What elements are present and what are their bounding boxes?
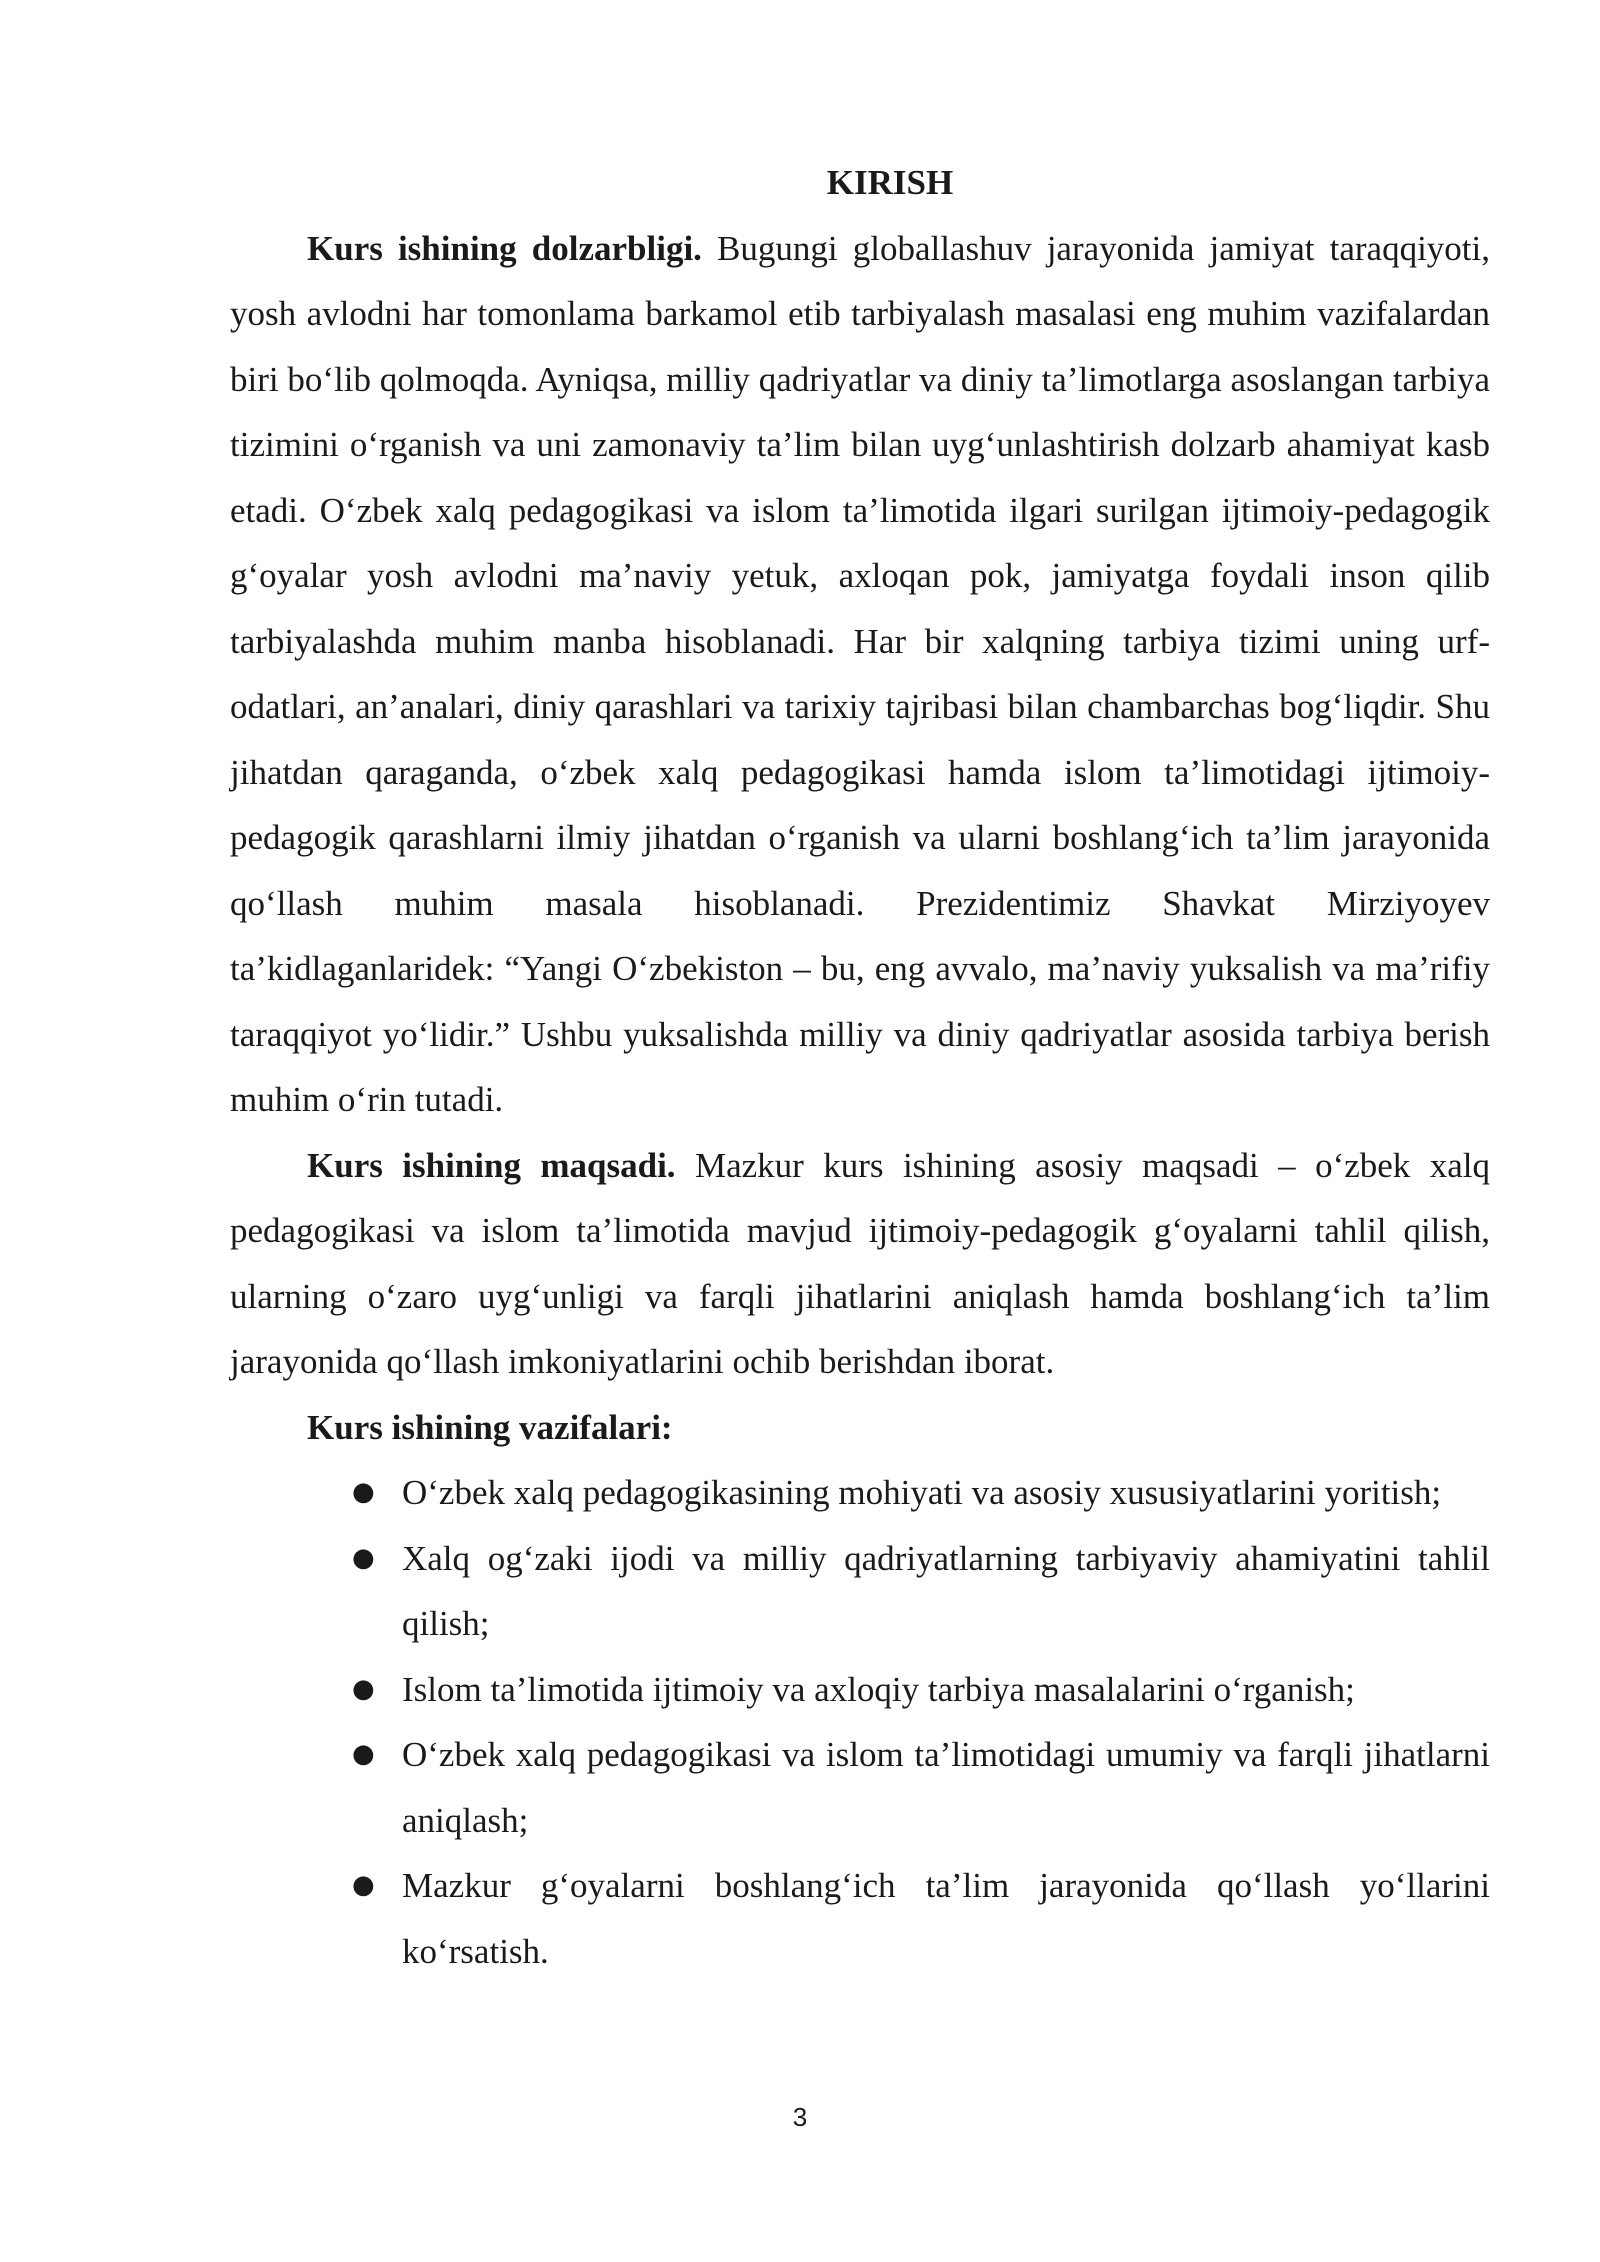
goal-text: Mazkur kurs ishining asosiy maqsadi – o‘zbek xalq pedagogikasi va islom ta’limotida mavjud ijtimoiy-pedagogik g‘oyalarni tahlil qilish, ularning o‘zaro uyg‘unligi va farqli jihatlarini aniqlash hamda boshlang‘ich ta’lim jarayonida qo‘llash imkoniyatlarini ochib berishdan iborat. [230, 1145, 1490, 1381]
page-number: 3 [792, 2102, 808, 2132]
goal-lead: Kurs ishining maqsadi. [307, 1145, 676, 1185]
list-item-text: Xalq og‘zaki ijodi va milliy qadriyatlarning tarbiyaviy ahamiyatini tahlil qilish; [402, 1538, 1490, 1643]
list-item [352, 1526, 1490, 1657]
list-item [352, 1657, 1490, 1723]
bullet-icon: ● [352, 1477, 375, 1507]
list-item [352, 1460, 1490, 1526]
relevance-text: Bugungi globallashuv jarayonida jamiyat taraqqiyoti, yosh avlodni har tomonlama barkamol etib tarbiyalash masalasi eng muhim vazifalardan biri bo‘lib qolmoqda. Ayniqsa, milliy qadriyatlar va diniy ta’limotlarga asoslangan tarbiya tizimini o‘rganish va uni zamonaviy ta’lim bilan uyg‘unlashtirish dolzarb ahamiyat kasb etadi. O‘zbek xalq pedagogikasi va islom ta’limotida ilgari surilgan ijtimoiy-pedagogik g‘oyalar yosh avlodni ma’naviy yetuk, axloqan pok, jamiyatga foydali inson qilib tarbiyalashda muhim manba hisoblanadi. Har bir xalqning tarbiya tizimi uning urf-odatlari, an’analari, diniy qarashlari va tarixiy tajribasi bilan chambarchas bog‘liqdir. Shu jihatdan qaraganda, o‘zbek xalq pedagogikasi hamda islom ta’limotidagi ijtimoiy-pedagogik qarashlarni ilmiy jihatdan o‘rganish va ularni boshlang‘ich ta’lim jarayonida qo‘llash muhim masala hisoblanadi. Prezidentimiz Shavkat Mirziyoyev ta’kidlaganlaridek: “Yangi O‘zbekiston – bu, eng avvalo, ma’naviy yuksalish va ma’rifiy taraqqiyot yo‘lidir.” Ushbu yuksalishda milliy va diniy qadriyatlar asosida tarbiya berish muhim o‘rin tutadi. [230, 228, 1490, 1119]
list-item-text: Mazkur g‘oyalarni boshlang‘ich ta’lim jarayonida qo‘llash yo‘llarini ko‘rsatish. [402, 1866, 1490, 1971]
list-item-text: O‘zbek xalq pedagogikasi va islom ta’limotidagi umumiy va farqli jihatlarni aniqlash; [402, 1735, 1490, 1840]
bullet-icon: ● [352, 1739, 375, 1769]
list-item [352, 1853, 1490, 1984]
relevance-paragraph [230, 216, 1490, 1133]
bullet-icon: ● [352, 1542, 375, 1573]
tasks-heading: Kurs ishining vazifalari: [307, 1407, 673, 1447]
goal-paragraph [230, 1133, 1490, 1395]
list-item-text: O‘zbek xalq pedagogikasining mohiyati va asosiy xususiyatlarini yoritish; [402, 1473, 1442, 1512]
bullet-icon: ● [352, 1870, 375, 1900]
tasks-list [230, 1460, 1490, 1984]
page-title: KIRISH [826, 163, 954, 202]
relevance-lead: Kurs ishining dolzarbligi. [307, 228, 702, 268]
document-page [230, 150, 1490, 1984]
bullet-icon: ● [352, 1673, 375, 1704]
list-item [352, 1722, 1490, 1853]
list-item-text: Islom ta’limotida ijtimoiy va axloqiy tarbiya masalalarini o‘rganish; [402, 1669, 1355, 1709]
